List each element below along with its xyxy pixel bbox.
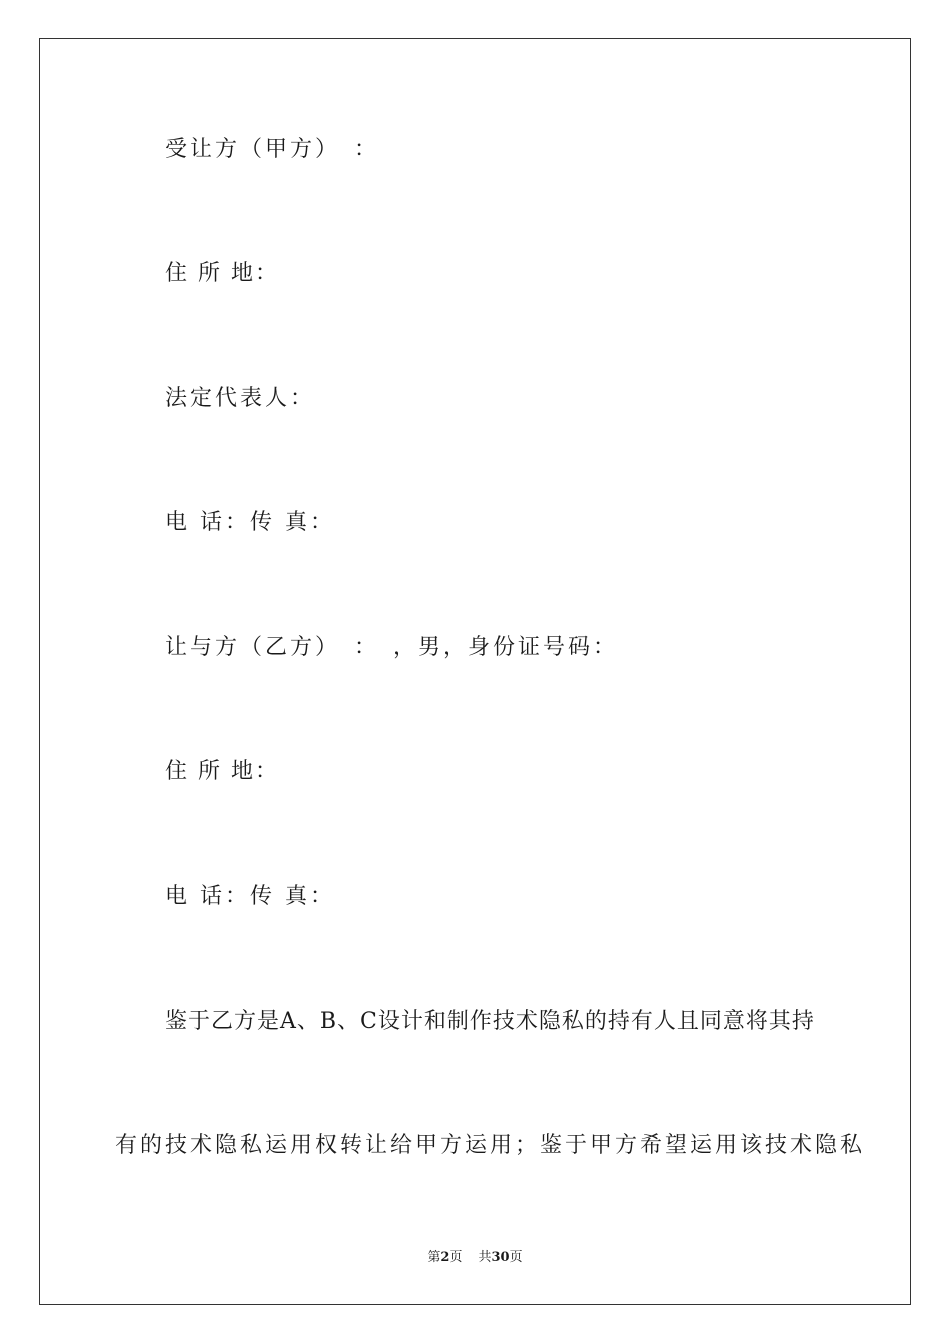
party-b-phone-fax-label: 电 话：传 真：	[165, 884, 335, 909]
party-a-address-label: 住 所 地：	[165, 261, 279, 286]
recital-paragraph-line-2: 有的技术隐私运用权转让给甲方运用；鉴于甲方希望运用该技术隐私	[115, 1133, 866, 1158]
footer-page-prefix: 第	[427, 1250, 441, 1265]
footer-total-prefix: 共	[478, 1250, 492, 1265]
party-a-phone-fax-label: 电 话：传 真：	[165, 510, 335, 535]
footer-page-number: 2	[440, 1250, 450, 1265]
party-a-label: 受让方（甲方） ：	[165, 137, 380, 162]
footer-page-suffix: 页	[449, 1250, 463, 1265]
recital-paragraph-line-1: 鉴于乙方是A、B、C设计和制作技术隐私的持有人且同意将其持	[165, 1009, 815, 1034]
page-border	[39, 38, 911, 1305]
party-a-legal-rep-label: 法定代表人：	[165, 386, 316, 411]
footer-total-suffix: 页	[509, 1250, 523, 1265]
footer-total-pages: 30	[491, 1250, 510, 1265]
party-b-address-label: 住 所 地：	[165, 759, 279, 784]
party-b-label: 让与方（乙方） ： ，男，身份证号码：	[165, 635, 619, 660]
page-footer	[0, 1249, 950, 1267]
